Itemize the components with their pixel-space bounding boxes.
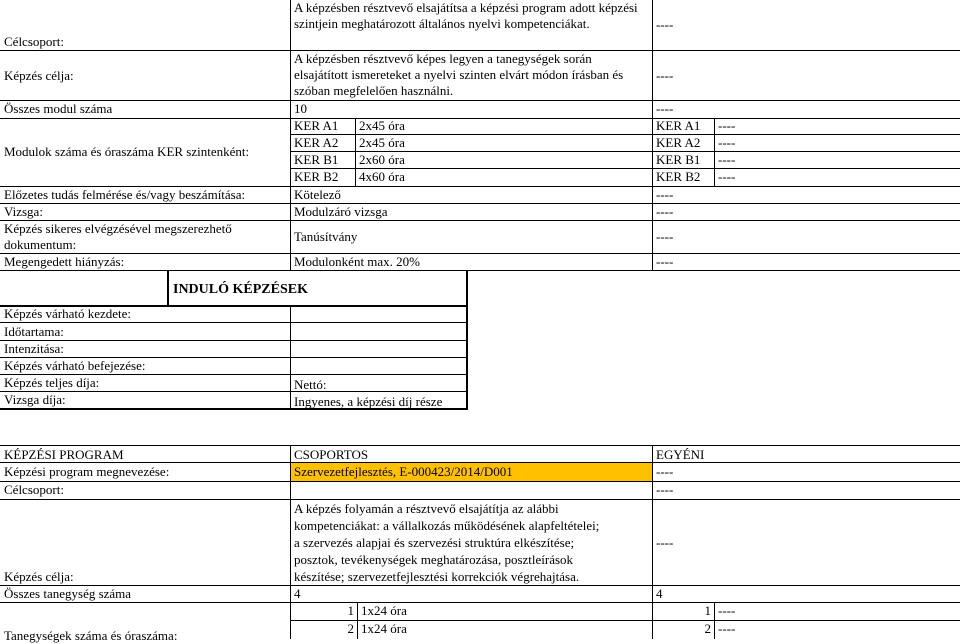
program-header-col3: EGYÉNI <box>656 447 705 462</box>
celja2-line: készítése; szervezetfejlesztési korrekciók végrehajtása. <box>294 569 580 584</box>
celcsoport-text: A képzésben résztvevő elsajátítsa a képzési program adott képzési szintjein meghatározott általános nyelvi kompetenciákat. <box>294 0 638 31</box>
celja2-line: kompetenciákat: a vállalkozás működésének alapfeltételei; <box>294 518 600 533</box>
program-header-col1: KÉPZÉSI PROGRAM <box>4 447 124 462</box>
indulo-row-label: Képzés várható befejezése: <box>4 358 146 373</box>
hianyzas-value: Modulonként max. 20% <box>294 254 421 269</box>
modul-level-2: KER B1 <box>656 152 701 167</box>
tanegyseg-hours: 1x24 óra <box>361 603 407 618</box>
tanegyseg-dash: ---- <box>718 603 736 618</box>
osszes-modul-value: 10 <box>294 101 307 116</box>
tanegyseg-dash: ---- <box>718 621 736 636</box>
celcsoport2-dash: ---- <box>656 482 674 497</box>
modul-level: KER A2 <box>294 135 339 150</box>
tanegyseg-value: 4 <box>294 586 301 601</box>
modul-dash: ---- <box>718 169 736 184</box>
modul-dash: ---- <box>718 118 736 133</box>
tanegysegek-label: Tanegységek száma és óraszáma: <box>4 628 178 643</box>
indulo-row-label: Intenzitása: <box>4 341 64 356</box>
program-header-col2: CSOPORTOS <box>294 447 369 462</box>
indulo-row-value: Ingyenes, a képzési díj része <box>294 394 443 409</box>
tanegyseg-num-2: 1 <box>704 603 711 618</box>
tanegyseg-num: 1 <box>347 603 354 618</box>
celja2-line: posztok, tevékenységek meghatározása, posztleírások <box>294 552 574 567</box>
modul-hours: 2x45 óra <box>359 118 405 133</box>
celja2-line: a szervezés alapjai és szervezési struktúra elkészítése; <box>294 535 575 550</box>
modul-level: KER B2 <box>294 169 339 184</box>
elozetes-dash: ---- <box>656 187 674 202</box>
celja2-dash: ---- <box>656 535 674 550</box>
hianyzas-label: Megengedett hiányzás: <box>4 254 125 269</box>
dokumentum-label: Képzés sikeres elvégzésével megszerezhető dokumentum: <box>4 221 232 252</box>
elozetes-value: Kötelező <box>294 187 341 202</box>
modulok-label: Modulok száma és óraszáma KER szintenként: <box>4 144 250 159</box>
celcsoport-label: Célcsoport: <box>4 34 64 49</box>
megnevezes-dash: ---- <box>656 464 674 479</box>
megnevezes-value: Szervezetfejlesztés, E-000423/2014/D001 <box>294 464 513 479</box>
vizsga-value: Modulzáró vizsga <box>294 204 388 219</box>
tanegyseg-label: Összes tanegység száma <box>4 586 132 601</box>
celja2-label: Képzés célja: <box>4 569 74 584</box>
celja2-line: A képzés folyamán a résztvevő elsajátítja az alábbi <box>294 501 559 516</box>
tanegyseg-hours: 1x24 óra <box>361 621 407 636</box>
modul-hours: 2x60 óra <box>359 152 405 167</box>
osszes-modul-label: Összes modul száma <box>4 101 113 116</box>
megnevezes-label: Képzési program megnevezése: <box>4 464 170 479</box>
vizsga-label: Vizsga: <box>4 204 43 219</box>
indulo-row-label: Képzés teljes díja: <box>4 375 100 390</box>
indulo-row-label: Időtartama: <box>4 324 64 339</box>
modul-dash: ---- <box>718 152 736 167</box>
modul-dash: ---- <box>718 135 736 150</box>
modul-level-2: KER A2 <box>656 135 701 150</box>
dokumentum-dash: ---- <box>656 229 674 244</box>
kepzes-celja-label: Képzés célja: <box>4 68 74 83</box>
tanegyseg-value-2: 4 <box>656 586 663 601</box>
modul-level: KER B1 <box>294 152 339 167</box>
celcsoport2-label: Célcsoport: <box>4 482 64 497</box>
indulo-row-label: Vizsga díja: <box>4 392 66 407</box>
modul-hours: 4x60 óra <box>359 169 405 184</box>
kepzes-celja-text: A képzésben résztvevő képes legyen a tanegységek során elsajátított ismereteket a nyelvi szinten elvárt módon írásban és szóban megfelelően használni. <box>294 51 624 98</box>
elozetes-label: Előzetes tudás felmérése és/vagy beszámítása: <box>4 187 246 202</box>
celcsoport-dash: ---- <box>656 17 674 32</box>
modul-level-2: KER B2 <box>656 169 701 184</box>
tanegyseg-num-2: 2 <box>704 621 711 636</box>
indulo-row-value: Nettó: <box>294 377 327 392</box>
modul-hours: 2x45 óra <box>359 135 405 150</box>
indulo-row-label: Képzés várható kezdete: <box>4 306 132 321</box>
vizsga-dash: ---- <box>656 204 674 219</box>
dokumentum-value: Tanúsítvány <box>294 229 358 244</box>
modul-level: KER A1 <box>294 118 339 133</box>
indulo-title: INDULÓ KÉPZÉSEK <box>173 282 308 297</box>
osszes-modul-dash: ---- <box>656 101 674 116</box>
tanegyseg-num: 2 <box>347 621 354 636</box>
hianyzas-dash: ---- <box>656 254 674 269</box>
kepzes-celja-dash: ---- <box>656 68 674 83</box>
modul-level-2: KER A1 <box>656 118 701 133</box>
